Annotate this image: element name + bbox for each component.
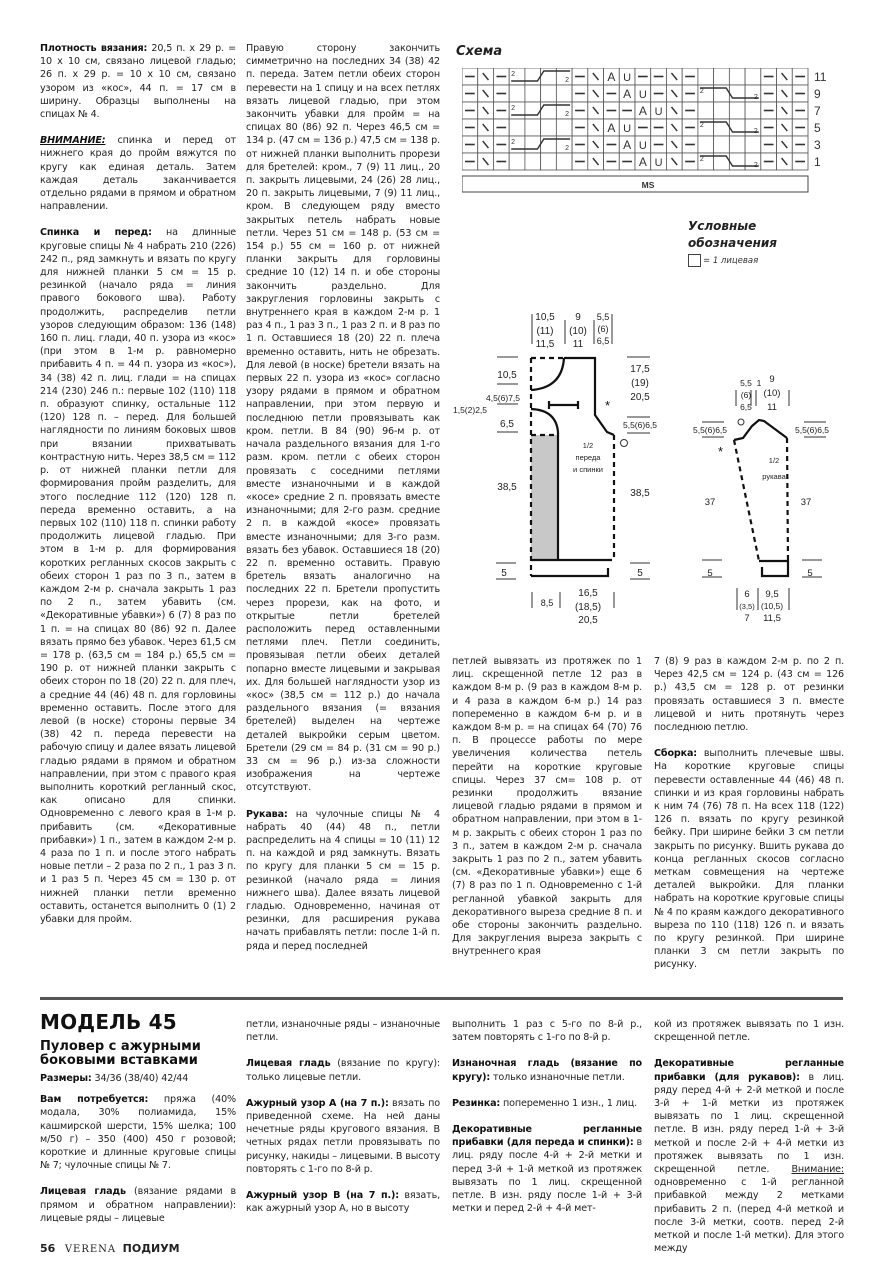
dim-label: 5 bbox=[707, 568, 713, 579]
dim-label: 6,5 bbox=[596, 336, 610, 346]
dim-label: 1,5(2)2,5 bbox=[452, 405, 488, 415]
heading-lace-b: Ажурный узор В (на 7 п.): bbox=[246, 1190, 399, 1202]
chart-cell bbox=[556, 119, 572, 136]
ms-bar bbox=[462, 176, 808, 192]
chart-cell bbox=[509, 153, 525, 170]
text: спинка и перед от нижнего края до пройм вяжутся по кругу как единая деталь. Затем каждая деталь заканчивается отдельно рядами в прямом и обратном направлении. bbox=[40, 135, 236, 213]
dim-label: 37 bbox=[704, 497, 716, 508]
dim-label: 6,5 bbox=[740, 402, 752, 412]
paragraph-right-side bbox=[246, 42, 440, 795]
dim-label: 11,5 bbox=[763, 613, 781, 624]
paragraph-raglan-inc-body bbox=[452, 1123, 642, 1215]
piece-label: рукава bbox=[762, 472, 786, 481]
dim-label: 5 bbox=[807, 568, 813, 579]
cable-count-label: 2 bbox=[511, 71, 516, 78]
text: петлей вывязать из протяжек по 1 лиц. скрещенной петле 12 раз в каждом 8-м р. (9 раз в каждом 8-м р. и 4 раза в каждом 6-м р.) 14 раз попеременно в каждом 6-м р. и в каждом 8-м р. = на спицах 64 (70) 76 п. В процессе работы по мере увеличения количества петель перейти на короткие круговые спицы. Через 37 см= 108 р. от резинки продолжить вязание лицевой гладью рядами в прямом и обратном направлении, при этом в 1-м р. закрыть с обеих сторон 1 раз по 3 п., затем в каждом 2-м р. сначала закрыть 1 раз по 2 п., затем убавить (см. «Декоративные убавки») еще 6 (7) 8 раз по 1 п. Одновременно с 1-й регланной убавкой закрыть для декоративного выреза средние 8 п. и обе стороны закончить раздельно. Для закругления выреза закрыть с внутреннего края bbox=[452, 656, 642, 958]
paragraph-lace-b bbox=[246, 1189, 440, 1215]
chart-cell bbox=[729, 153, 745, 170]
dim-label: 16,5 bbox=[578, 588, 598, 599]
text: попеременно 1 изн., 1 лиц. bbox=[500, 1097, 638, 1109]
chart-cell bbox=[556, 153, 572, 170]
heading-gauge: Плотность вязания: bbox=[40, 43, 148, 54]
paragraph-sizes bbox=[40, 1072, 236, 1085]
model-title: МОДЕЛЬ 45 bbox=[40, 1010, 177, 1034]
paragraph-raglan-inc-body-cont bbox=[654, 1018, 844, 1044]
heading-sizes: Размеры: bbox=[40, 1073, 92, 1084]
heading-reverse-stockinette: Изнаночная гладь (вязание по кругу): bbox=[452, 1058, 642, 1083]
dim-label: 38,5 bbox=[497, 482, 517, 493]
chart-cell bbox=[525, 68, 541, 85]
legend-text: = 1 лицевая bbox=[703, 255, 759, 266]
chart-cell bbox=[556, 85, 572, 102]
row-number: 9 bbox=[814, 87, 821, 101]
chart-cell bbox=[525, 85, 541, 102]
heading-assembly: Сборка: bbox=[654, 748, 697, 760]
circle-mark bbox=[738, 419, 744, 425]
chart-cell bbox=[729, 102, 745, 119]
text: 7 (8) 9 раз в каждом 2-м р. по 2 п. Через 42,5 см = 124 р. (43 см = 126 р.) 43,5 см = 128 р. от резинки провязать оставшиеся 3 п. вместе лицевой и нить протянуть через последнюю петлю. bbox=[654, 656, 844, 734]
chart-cell bbox=[729, 136, 745, 153]
text: вязать, как ажурный узор А, но в высоту bbox=[246, 1190, 440, 1215]
column-2 bbox=[246, 42, 440, 966]
dim-label: 5 bbox=[637, 568, 643, 579]
legend-title-line2: обозначения bbox=[688, 236, 778, 250]
dim-label: 10,5 bbox=[535, 312, 555, 323]
sleeve-cap-outline bbox=[734, 420, 787, 440]
heading-rib: Резинка: bbox=[452, 1097, 501, 1109]
chart-cell bbox=[729, 119, 745, 136]
dim-label: 37 bbox=[800, 497, 812, 508]
cable-count-label: 2 bbox=[565, 111, 569, 118]
column-1 bbox=[40, 42, 236, 939]
dim-label: 7 bbox=[744, 613, 750, 624]
text: только изнаночные петли. bbox=[490, 1071, 625, 1083]
chart-cell bbox=[525, 119, 541, 136]
chart-cell bbox=[541, 119, 557, 136]
chart-cell bbox=[698, 136, 714, 153]
paragraph-rib bbox=[452, 1097, 642, 1110]
dim-label: 9,5 bbox=[765, 589, 779, 600]
attention-label: Внимание: bbox=[791, 1164, 844, 1176]
cable-count-label: 2 bbox=[565, 145, 569, 152]
text: выполнить плечевые швы. На короткие круговые спицы перевести оставленные 44 (46) 48 п. спинки и из края горловины набрать к ним 74 (76) 78 п. На всех 118 (122) 126 п. вязать по кругу резинкой бейку. При ширине бейки 3 см петли закрыть по рисунку. Вшить рукава до конца регланных скосов согласно меткам совмещения на чертеже деталей выкройки. Для планки набрать на короткие круговые спицы № 4 по краям каждого декоративного выреза по 110 (118) 126 п. и вязать по кругу резинкой. При ширине планки 3 см петли закрыть по рисунку. bbox=[654, 748, 844, 971]
chart-cell bbox=[541, 85, 557, 102]
dim-label: (3,5) bbox=[739, 602, 755, 611]
chart-cell bbox=[729, 85, 745, 102]
chart-cell bbox=[729, 68, 745, 85]
dim-label: (10) bbox=[763, 388, 781, 399]
chart-cell bbox=[745, 68, 761, 85]
text: (вязание рядами в прямом и обратном направлении): лицевые ряды – лицевые bbox=[40, 1186, 236, 1224]
piece-label: переда bbox=[575, 453, 601, 462]
legend-title-line1: Условные bbox=[688, 219, 757, 233]
model-column-4 bbox=[654, 1018, 844, 1268]
row-number: 5 bbox=[814, 121, 821, 135]
double-decrease-symbol: A bbox=[638, 104, 647, 118]
dim-label: 6,5 bbox=[500, 419, 514, 430]
dim-label: (11) bbox=[536, 326, 554, 337]
text: в лиц. ряду после 4-й + 2-й метки и перед 3-й + 1-й меткой из протяжек вывязать по 1 лиц. скрещенной петле. В изн. ряду после 1-й + 3-й метки и перед 2-й + 4-й мет- bbox=[452, 1137, 642, 1215]
cable-count-label: 2 bbox=[699, 88, 704, 95]
paragraph-gauge bbox=[40, 42, 236, 121]
dim-label: 8,5 bbox=[540, 598, 554, 608]
text: выполнить 1 раз с 5-го по 8-й р., затем повторять с 1-го по 8-й р. bbox=[452, 1019, 642, 1044]
paragraph-sleeves bbox=[246, 808, 440, 953]
paragraph-lace-a bbox=[246, 1097, 440, 1176]
model-column-3 bbox=[452, 1018, 642, 1228]
paragraph-sleeve-cont bbox=[452, 655, 642, 959]
chart-cell bbox=[745, 102, 761, 119]
yarn-over-symbol: U bbox=[638, 89, 647, 101]
dim-label: 10,5 bbox=[497, 370, 517, 381]
cable-count-label: 2 bbox=[511, 105, 516, 112]
dim-label: (6) bbox=[740, 390, 752, 400]
paragraph-materials bbox=[40, 1093, 236, 1172]
dim-label: 11 bbox=[767, 402, 777, 413]
text: в лиц. ряду перед 4-й + 2-й меткой и после 3-й + 1-й метки из протяжек вывязать по 1 лиц. скрещенной петле. В изн. ряду перед 1-й + 3-й меткой и после 2-й + 4-й метки из протяжек вывязать по 1 изн. скрещенной петле. bbox=[654, 1071, 844, 1176]
text: пряжа (40% модала, 30% полиамида, 15% кашмирской шерсти, 15% шелка; 100 м/50 г) – 350 (400) 450 г розовой; короткие и длинные круговые спицы № 7; чулочные спицы № 7. bbox=[40, 1094, 236, 1172]
text: одновременно с 1-й регланной прибавкой между 2 метками прибавить 2 п. (перед 4-й меткой и после 3-й метки, соотв. перед 2-й меткой и после 1-й метки). Для этого между bbox=[654, 1177, 844, 1255]
double-decrease-symbol: A bbox=[623, 87, 632, 101]
yarn-over-symbol: U bbox=[638, 140, 647, 152]
double-decrease-symbol: A bbox=[607, 70, 616, 84]
legend-title bbox=[688, 218, 777, 252]
chart-cell bbox=[509, 85, 525, 102]
dim-label: 9 bbox=[575, 312, 581, 323]
paragraph-attention bbox=[40, 134, 236, 213]
double-decrease-symbol: A bbox=[623, 138, 632, 152]
dim-label: (10) bbox=[569, 326, 587, 337]
cable-count-label: 2 bbox=[753, 162, 758, 169]
chart-cell bbox=[745, 136, 761, 153]
cable-count-label: 2 bbox=[565, 77, 569, 84]
chart-cell bbox=[714, 136, 730, 153]
text: 20,5 п. x 29 р. = 10 x 10 см, связано лицевой гладью; 26 п. x 29 р. = 10 x 10 см, связано узором из «кос», 44 п. = 17 см в ширину. Образцы выполнены на спицах № 4. bbox=[40, 43, 236, 121]
knitting-chart bbox=[462, 68, 842, 198]
brand-prefix: VERENA bbox=[64, 1244, 117, 1255]
empty-square-icon bbox=[688, 254, 701, 267]
dim-label: 17,5 bbox=[630, 364, 650, 375]
text: на длинные круговые спицы № 4 набрать 210 (226) 242 п., ряд замкнуть и вязать по кругу для нижней планки 5 см = 15 р. резинкой (начало ряда = линия правого бокового шва). Работу продолжить, распределив петли узоров следующим образом: 136 (148) 160 п. лиц. глади, 40 п. узора из «кос» (при этом в 1-м р. равномерно прибавить 4 п. = 44 п. узора из «кос»), 34 (38) 42 п. лиц. глади = на спицах 214 (230) 246 п.: первые 102 (110) 118 п. образуют спинку, остальные 112 (120) 128 п. – перед. Для большей наглядности по линиям боковых швов при вязании прихватывать контрастную нить. Через 38,5 см = 112 р. от нижней планки петли для формирования пройм разделить, для этого последние 112 (120) 128 п. переда временно оставить, а на первых 102 (110) 118 п. спинки работу продолжить лицевой гладью. При этом в 1-м р. для формирования коротких регланных скосов закрыть с обеих сторон 1 раз по 3 п., затем в каждом 2-м р. сначала закрыть 1 раз по 2 п., затем убавить (см. «Декоративные убавки») 6 (7) 8 раз по 1 п. = на спицах 80 (86) 92 п. Далее вязать прямо без убавок. Через 61,5 см = 178 р. (63,5 см = 184 р.) 65,5 см = 190 р. от нижней планки закрыть с обеих сторон по 18 (20) 22 п. для плеч, а средние 44 (46) 48 п. для горловины временно оставить. После этого для левой (в носке) стороны первые 34 (38) 42 п. переда перевести на рабочую спицу и далее вязать лицевой гладью рядами в прямом и обратном направлении, при этом с правого края выполнить короткий регланный скос, как описано для спинки. Одновременно с левого края в 1-м р. прибавить (см. «Декоративные прибавки») 1 п., затем в каждом 2-м р. 4 раза по 1 п. и после этого набрать новые петли – 2 раза по 2 п., 1 раз 3 п. и 1 раз 5 п. Через 45 см = 130 р. от нижней планки петли временно оставить, останется выполнить 0 (1) 2 убавки для пройм. bbox=[40, 227, 236, 925]
chart-cell bbox=[714, 68, 730, 85]
piece-label: 1/2 bbox=[768, 456, 780, 465]
page-number: 56 bbox=[40, 1242, 56, 1255]
row-number: 11 bbox=[814, 70, 827, 84]
chart-cell bbox=[714, 102, 730, 119]
section-divider bbox=[40, 997, 843, 1000]
chart-cell bbox=[698, 68, 714, 85]
dim-label: 1 bbox=[756, 378, 762, 388]
body-pattern-diagram bbox=[440, 300, 675, 630]
model-subtitle: Пуловер с ажурными боковыми вставками bbox=[40, 1039, 201, 1068]
text: петли, изнаночные ряды – изнаночные петли. bbox=[246, 1019, 440, 1044]
dim-label: 5 bbox=[501, 568, 507, 579]
text: (вязание по кругу): только лицевые петли. bbox=[246, 1058, 441, 1083]
model-column-1 bbox=[40, 1072, 236, 1238]
paragraph-lace-b-cont bbox=[452, 1018, 642, 1044]
ms-label: MS bbox=[641, 180, 655, 190]
heading-back-front: Спинка и перед: bbox=[40, 227, 152, 239]
cable-count-label: 2 bbox=[753, 94, 758, 101]
dim-label: 11,5 bbox=[535, 339, 555, 350]
heading-raglan-inc-body: Декоративные регланные прибавки (для переда и спинки): bbox=[452, 1124, 642, 1149]
brand-name: ПОДИУМ bbox=[122, 1242, 180, 1255]
chart-cell bbox=[525, 153, 541, 170]
asterisk-mark: * bbox=[718, 444, 724, 459]
heading-lace-a: Ажурный узор А (на 7 п.): bbox=[246, 1097, 389, 1109]
dim-label: 5,5(6)6,5 bbox=[622, 420, 658, 430]
page-footer bbox=[40, 1242, 180, 1255]
piece-label: 1/2 bbox=[582, 441, 594, 450]
column-3 bbox=[452, 655, 642, 972]
row-number: 7 bbox=[814, 104, 821, 118]
dim-label: (18,5) bbox=[574, 602, 602, 613]
chart-cell bbox=[509, 119, 525, 136]
circle-mark bbox=[621, 440, 628, 447]
yarn-over-symbol: U bbox=[623, 123, 632, 135]
chart-cell bbox=[698, 102, 714, 119]
cable-area-shading bbox=[531, 435, 558, 560]
dim-label: 5,5(6)6,5 bbox=[692, 425, 728, 435]
paragraph-raglan-inc-sleeves bbox=[654, 1057, 844, 1255]
yarn-over-symbol: U bbox=[623, 72, 632, 84]
cable-count-label: 2 bbox=[699, 156, 704, 163]
model-column-2 bbox=[246, 1018, 440, 1228]
paragraph-reverse-stockinette bbox=[452, 1057, 642, 1083]
double-decrease-symbol: A bbox=[638, 155, 647, 169]
paragraph-assembly bbox=[654, 747, 844, 971]
dim-label: 4,5(6)7,5 bbox=[485, 393, 521, 403]
sleeve-pattern-diagram bbox=[680, 360, 870, 630]
dim-label: 9 bbox=[769, 374, 775, 385]
heading-materials: Вам потребуется: bbox=[40, 1094, 149, 1106]
paragraph-stockinette-round bbox=[246, 1057, 440, 1083]
cable-count-label: 2 bbox=[753, 128, 758, 135]
text: на чулочные спицы № 4 набрать 40 (44) 48 п., петли распределить на 4 спицы = 10 (11) 12 п. на каждой и ряд замкнуть. Вязать по кругу для планки 5 см = 15 р. резинкой (начало ряда = линия нижнего шва). Далее вязать лицевой гладью. Одновременно, начиная от резинки, для расширения рукава начать прибавлять петли: после 1-й п. ряда и перед последней bbox=[246, 808, 440, 952]
paragraph-stockinette-flat bbox=[40, 1185, 236, 1225]
yarn-over-symbol: U bbox=[654, 157, 663, 169]
text: кой из протяжек вывязать по 1 изн. скрещенной петле. bbox=[654, 1019, 844, 1044]
dim-label: (10,5) bbox=[760, 601, 784, 611]
piece-label: и спинки bbox=[573, 465, 603, 474]
text: 34/36 (38/40) 42/44 bbox=[91, 1073, 189, 1084]
cable-count-label: 2 bbox=[511, 139, 516, 146]
heading-stockinette-round: Лицевая гладь bbox=[246, 1058, 331, 1070]
dim-label: 20,5 bbox=[578, 615, 598, 626]
paragraph-stockinette-cont bbox=[246, 1018, 440, 1044]
body-outline bbox=[564, 358, 614, 435]
dim-label: 20,5 bbox=[630, 392, 650, 403]
heading-stockinette: Лицевая гладь bbox=[40, 1186, 126, 1198]
paragraph-sleeve-end bbox=[654, 655, 844, 734]
chart-cell bbox=[525, 136, 541, 153]
heading-sleeves: Рукава: bbox=[246, 808, 288, 820]
legend-item-knit bbox=[688, 254, 758, 267]
dim-label: 5,5(6)6,5 bbox=[794, 425, 830, 435]
heading-attention: ВНИМАНИЕ: bbox=[40, 135, 106, 147]
dim-label: (19) bbox=[631, 378, 649, 389]
double-decrease-symbol: A bbox=[607, 121, 616, 135]
column-4 bbox=[654, 655, 844, 985]
asterisk-mark: * bbox=[605, 398, 611, 413]
schema-title: Схема bbox=[456, 44, 503, 59]
text: Правую сторону закончить симметрично на последних 34 (38) 42 п. переда. Затем петли обеих сторон перевести на 1 спицу и на всех петлях вязать лицевой гладью, при этом закончить убавки для пройм = на спицах 80 (86) 92 п. Через 46,5 см = 134 р. (47 см = 136 р.) 47,5 см = 138 р. от нижней планки выполнить прорези для бретелей: кром., 7 (9) 11 лиц., 20 п. закрыть лицевыми, 24 (26) 28 лиц., 20 п. закрыть лицевыми, 7 (9) 11 лиц., кром. В следующем ряду вместо закрытых петель набрать новые петли. Через 51 см = 148 р. (53 см = 154 р.) 55 см = 160 р. от нижней планки закрыть для горловины средние 10 (12) 14 п. и обе стороны закончить раздельно. Для закругления горловины закрыть с внутреннего края в каждом 2-м р. 1 раз 4 п., 1 раз 3 п., 1 раз 2 п. и 8 раз по 1 п. Оставшиеся 18 (20) 22 п. плеча временно оставить, нить не обрезать. Для левой (в носке) бретели вязать на первых 22 п. узора из «кос» согласно узору рядами в прямом и обратном направлении, при этом первую и последнюю петли провязывать как кром. петли. В 84 (90) 96-м р. от начала раздельного вязания для 1-го разм. кром. петли с обеих сторон провязать с соседними петлями вместе изнаночными и в каждой «косе» средние 2 п. провязать вместе изнаночными; для 2-го разм. средние 2 п. в каждой «косе» провязать вместе изнаночными; для 3-го разм. вязать без убавок. Оставшиеся 18 (20) 22 п. временно оставить. Правую бретель вязать аналогично на последних 22 п. Бретели пропустить через прорези, как на фото, и открытые петли бретелей расположить перед оставленными петлями плеч. Петли соединить, провязывая петли обеих деталей попарно вместе лицевыми и закрывая их. Для большей наглядности узор из «кос» (38,5 см = 112 р.) до начала раздельного вязания (= вязания бретелей) выделен на чертеже деталей выкройки серым цветом. Бретели (29 см = 84 р. (31 см = 90 р.) 33 см = 96 р.) из-за сложности изображения на чертеже отсутствуют. bbox=[246, 43, 440, 794]
yarn-over-symbol: U bbox=[654, 106, 663, 118]
text: вязать по приведенной схеме. На ней даны нечетные ряды кругового вязания. В четных рядах петли провязывать по рисунку, накиды – лицевыми. В высоту повторять с 1-го по 8-й р. bbox=[246, 1097, 440, 1175]
dim-label: (6) bbox=[597, 324, 609, 334]
paragraph-back-front bbox=[40, 226, 236, 926]
dim-label: 5,5 bbox=[596, 312, 610, 322]
dim-label: 6 bbox=[744, 589, 750, 600]
cable-count-label: 2 bbox=[699, 122, 704, 129]
chart-cell bbox=[541, 153, 557, 170]
dim-label: 11 bbox=[572, 339, 584, 350]
chart-cell bbox=[525, 102, 541, 119]
dim-label: 5,5 bbox=[740, 378, 752, 388]
dim-label: 38,5 bbox=[630, 488, 650, 499]
row-number: 1 bbox=[814, 155, 821, 169]
row-number: 3 bbox=[814, 138, 821, 152]
heading-raglan-inc-sleeves: Декоративные регланные прибавки (для рукавов): bbox=[654, 1058, 844, 1083]
